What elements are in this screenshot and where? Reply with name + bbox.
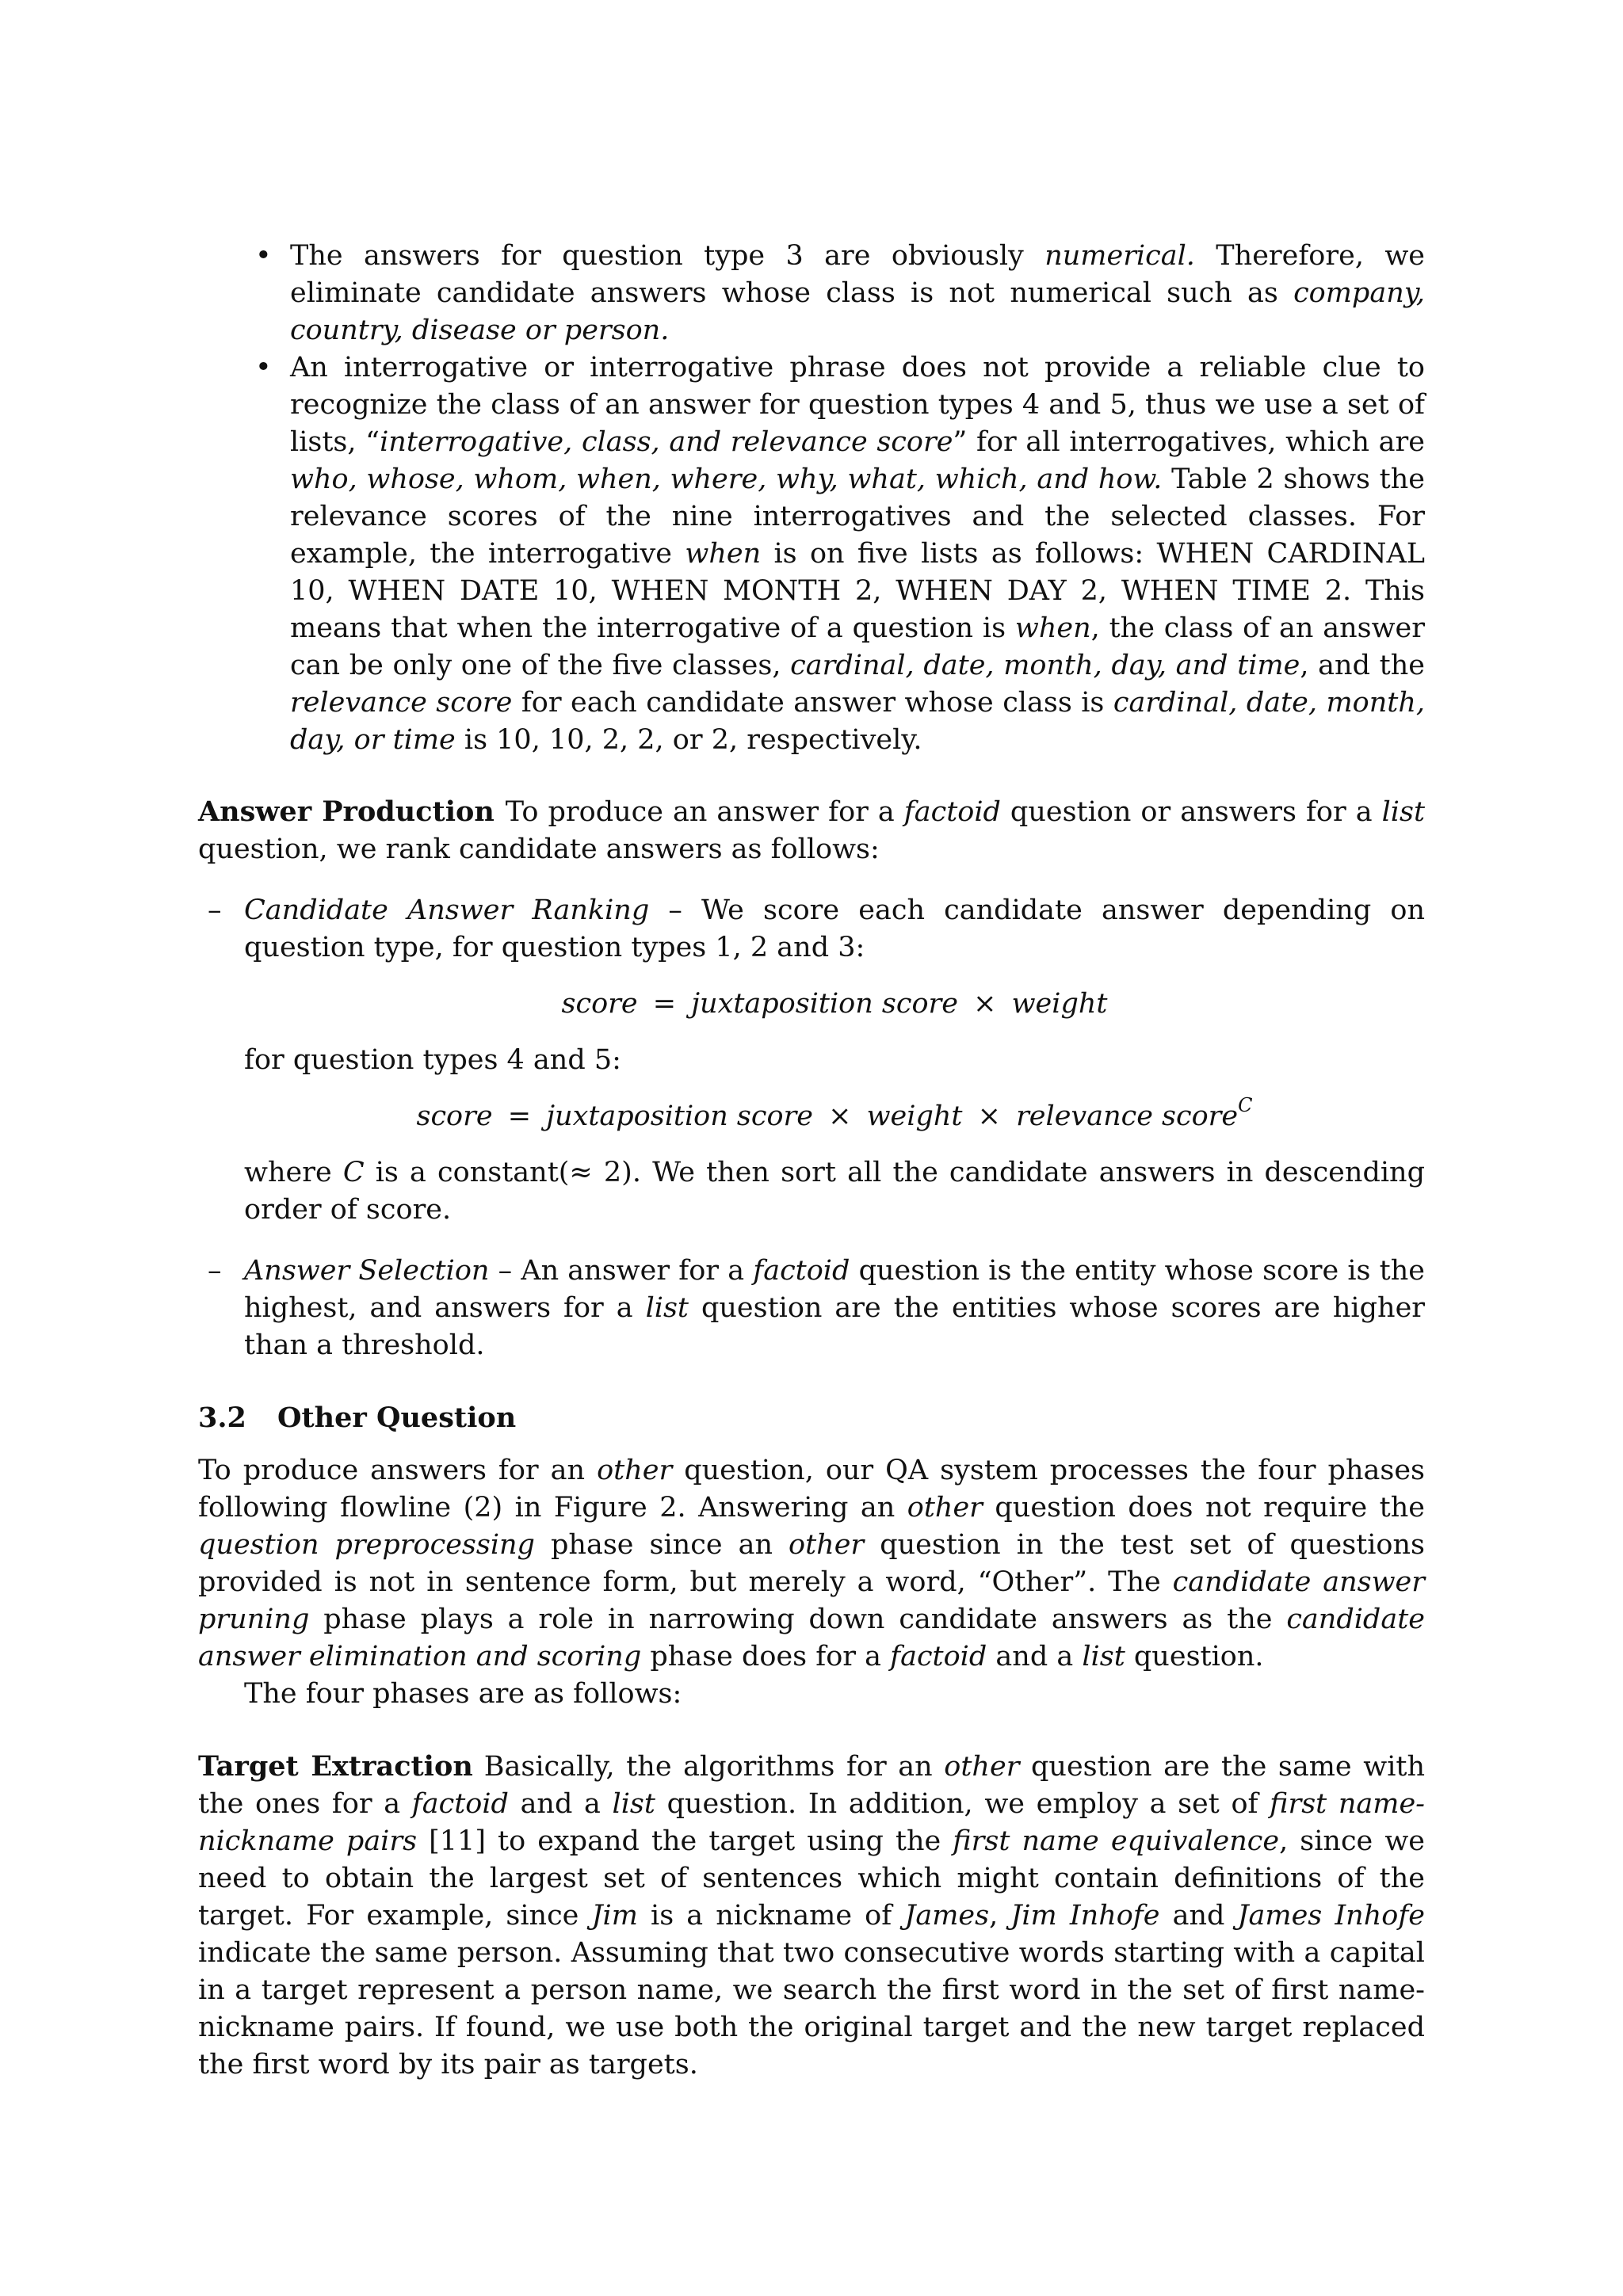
emphasis-text: other xyxy=(789,1529,865,1561)
equation-1 xyxy=(244,986,1425,1023)
section-title: Other Question xyxy=(277,1402,517,1434)
body-text: The answers for question type 3 are obviously xyxy=(290,240,1045,272)
ranking-mid: for question types 4 and 5: xyxy=(244,1044,621,1076)
emphasis-text: list xyxy=(645,1292,689,1324)
paragraph-body xyxy=(198,1751,1425,2081)
dash-list xyxy=(198,892,1425,1364)
eq-term: relevance score xyxy=(1016,1100,1239,1132)
paragraph-heading: Answer Production xyxy=(198,795,495,828)
emphasis-text: cardinal, date, month, day, or time xyxy=(290,687,1425,756)
section-heading xyxy=(198,1399,1425,1436)
body-text: To produce an answer for a xyxy=(505,796,904,828)
emphasis-text: cardinal, date, month, day, and time xyxy=(790,650,1300,681)
emphasis-text: list xyxy=(612,1788,655,1820)
emphasis-text: Jim Inhofe xyxy=(1010,1900,1160,1932)
body-text: is a nickname of xyxy=(637,1900,905,1932)
answer-production-paragraph xyxy=(198,793,1425,868)
dash-item-ranking xyxy=(198,892,1425,1229)
paragraph-heading: Target Extraction xyxy=(198,1750,473,1783)
body-text: question are the same with the ones for a xyxy=(198,1751,1425,1820)
equation-2 xyxy=(244,1094,1425,1135)
body-text: Therefore, we eliminate candidate answers whose class is not numerical such as xyxy=(290,240,1426,309)
bullet-item xyxy=(198,349,1425,759)
eq-term: weight xyxy=(866,1100,963,1132)
emphasis-text: first name-nickname pairs xyxy=(198,1788,1425,1857)
ranking-intro xyxy=(244,892,1425,967)
body-text: question. In addition, we employ a set of xyxy=(655,1788,1270,1820)
emphasis-text: when xyxy=(685,538,762,570)
emphasis-text: who, whose, whom, when, where, why, what, which, and how. xyxy=(290,463,1163,495)
body-text: question are the entities whose scores are higher than a threshold. xyxy=(244,1292,1426,1361)
body-text: question is the entity whose score is the highest, and answers for a xyxy=(244,1255,1425,1324)
eq-lhs: score xyxy=(561,988,638,1020)
body-text: , xyxy=(989,1900,1011,1932)
body-text: and a xyxy=(508,1788,613,1820)
emphasis-text: other xyxy=(944,1751,1020,1783)
body-text: , since we need to obtain the largest set of sentences which might contain definitions of the target. For example, since xyxy=(198,1825,1425,1932)
body-text: An interrogative or interrogative phrase does not provide a reliable clue to recognize the class of an answer for question types 4 and 5, thus we use a set of lists, “ xyxy=(290,352,1425,458)
eq-equals: = xyxy=(652,988,677,1020)
body-text: question in the test set of questions provided is not in sentence form, but merely a word, “Other”. The xyxy=(198,1529,1425,1598)
body-text: for each candidate answer whose class is xyxy=(512,687,1113,719)
body-text: ” for all interrogatives, which are xyxy=(953,426,1425,458)
emphasis-text: other xyxy=(907,1492,983,1524)
emphasis-text: list xyxy=(1082,1641,1125,1672)
ranking-after xyxy=(244,1154,1425,1229)
body-text: is on five lists as follows: WHEN CARDINAL 10, WHEN DATE 10, WHEN MONTH 2, WHEN DAY 2, WHEN TIME 2. This means that when the interrogative of a question is xyxy=(290,538,1425,644)
emphasis-text: question preprocessing xyxy=(198,1529,535,1561)
body-text: – An answer for a xyxy=(489,1255,754,1287)
body-text: question does not require the xyxy=(982,1492,1425,1524)
body-text: Table 2 shows the relevance scores of the nine interrogatives and the selected classes. For example, the interrogative xyxy=(290,463,1426,570)
eq-times: × xyxy=(977,1100,1001,1132)
body-text: indicate the same person. Assuming that two consecutive words starting with a capital in a target represent a person name, we search the first word in the set of first name-nickname pairs. If found, we use both the original target and the new target replaced the first word by its pair as targets. xyxy=(198,1937,1425,2081)
emphasis-text: numerical. xyxy=(1044,240,1195,272)
body-text: question or answers for a xyxy=(1000,796,1382,828)
eq-lhs: score xyxy=(416,1100,493,1132)
emphasis-text: factoid xyxy=(903,796,1001,828)
body-text: phase does for a xyxy=(641,1641,891,1672)
eq-times: × xyxy=(973,988,997,1020)
target-extraction-paragraph xyxy=(198,1748,1425,2084)
body-text: , and the xyxy=(1300,650,1426,681)
emphasis-text: company, country, disease or person. xyxy=(290,277,1425,346)
emphasis-text: list xyxy=(1381,796,1426,828)
emphasis-text: James xyxy=(904,1900,990,1932)
body-text: phase since an xyxy=(534,1529,789,1561)
body-text: question, our QA system processes the four phases following flowline (2) in Figure 2. Answering an xyxy=(198,1455,1425,1524)
body-text: question. xyxy=(1125,1641,1264,1672)
body-text: is 10, 10, 2, 2, or 2, respectively. xyxy=(455,724,922,756)
emphasis-text: Candidate Answer Ranking xyxy=(244,894,650,926)
emphasis-text: candidate answer pruning xyxy=(198,1566,1425,1635)
body-text: , the class of an answer can be only one of the five classes, xyxy=(290,612,1425,681)
body-text: phase plays a role in narrowing down candidate answers as the xyxy=(309,1604,1287,1635)
emphasis-text: Jim xyxy=(591,1900,638,1932)
emphasis-text: first name equivalence xyxy=(953,1825,1280,1857)
eq-exponent: C xyxy=(1238,1094,1253,1117)
eq-equals: = xyxy=(507,1100,532,1132)
dash-item-selection xyxy=(198,1253,1425,1364)
body-text: and xyxy=(1159,1900,1238,1932)
eq-term: juxtaposition score xyxy=(546,1100,813,1132)
emphasis-text: other xyxy=(597,1455,673,1486)
eq-term: juxtaposition score xyxy=(691,988,958,1020)
emphasis-text: relevance score xyxy=(290,687,513,719)
paper-page xyxy=(198,238,1425,2084)
other-question-paragraph xyxy=(198,1452,1425,1676)
body-text: To produce answers for an xyxy=(198,1455,598,1486)
four-phases-line: The four phases are as follows: xyxy=(244,1678,682,1710)
bullet-list xyxy=(198,238,1425,759)
emphasis-text: C xyxy=(342,1157,365,1188)
emphasis-text: factoid xyxy=(890,1641,987,1672)
emphasis-text: interrogative, class, and relevance score xyxy=(380,426,953,458)
bullet-item xyxy=(198,238,1425,349)
body-text: [11] to expand the target using the xyxy=(417,1825,953,1857)
emphasis-text: when xyxy=(1014,612,1091,644)
body-text: where xyxy=(244,1157,343,1188)
eq-times: × xyxy=(828,1100,852,1132)
section-number: 3.2 xyxy=(198,1402,246,1434)
body-text: – We score each candidate answer depending on question type, for question types 1, 2 and 3: xyxy=(244,894,1425,963)
emphasis-text: James Inhofe xyxy=(1237,1900,1426,1932)
body-text: question, we rank candidate answers as follows: xyxy=(198,833,880,865)
body-text: Basically, the algorithms for an xyxy=(483,1751,945,1783)
emphasis-text: factoid xyxy=(411,1788,509,1820)
body-text: is a constant(≈ 2). We then sort all the candidate answers in descending order of score. xyxy=(244,1157,1425,1226)
emphasis-text: factoid xyxy=(753,1255,850,1287)
emphasis-text: Answer Selection xyxy=(244,1255,490,1287)
eq-term: weight xyxy=(1011,988,1108,1020)
body-text: and a xyxy=(987,1641,1083,1672)
emphasis-text: candidate answer elimination and scoring xyxy=(198,1604,1425,1672)
